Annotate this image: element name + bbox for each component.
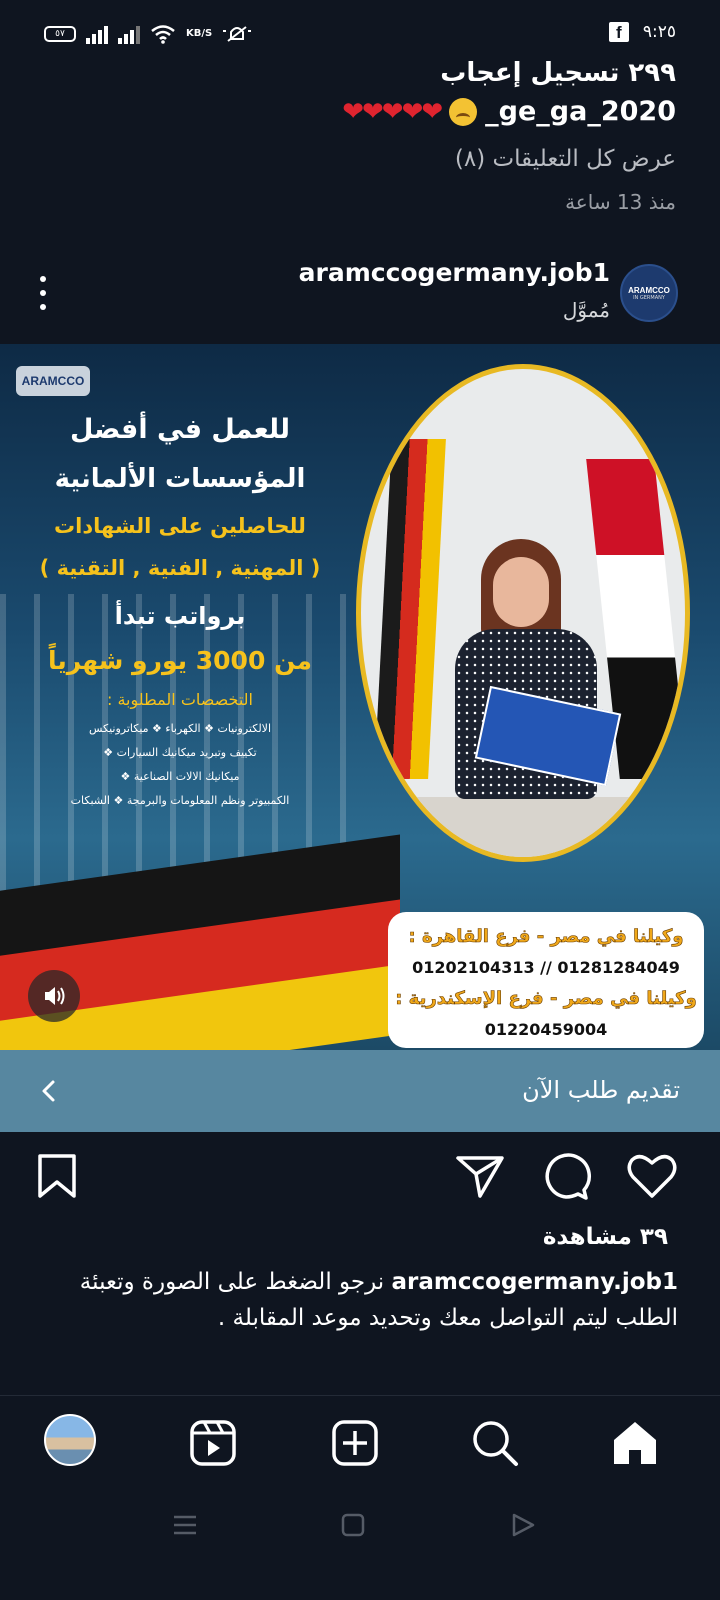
presenter-video-frame [356, 364, 690, 862]
comment-row[interactable] [342, 96, 676, 127]
net-speed: KB/S [186, 28, 213, 39]
post-time: منذ 13 ساعة [565, 190, 676, 214]
signal-2-icon [118, 24, 140, 44]
status-bar [0, 0, 720, 60]
ad-image[interactable] [0, 344, 720, 1050]
facebook-icon: f [609, 22, 629, 42]
ad-headline-5: برواتب تبدأ [114, 602, 246, 630]
ad-spec-line: الالكترونيات ❖ الكهرباء ❖ ميكاترونيكس [88, 722, 272, 735]
ad-headline-2: المؤسسات الألمانية [54, 464, 306, 494]
like-heart-icon[interactable] [626, 1150, 678, 1202]
post-username[interactable]: aramccogermany.job1 [298, 258, 610, 287]
create-post-icon[interactable] [330, 1418, 380, 1468]
chevron-left-icon [36, 1078, 62, 1104]
contact-cairo-label: وكيلنا في مصر - فرع القاهرة : [408, 926, 684, 947]
ad-spec-line: الكمبيوتر ونظم المعلومات والبرمجة ❖ الشبكات [70, 794, 290, 807]
german-flag [374, 439, 446, 779]
ad-headline-6: من 3000 يورو شهرياً [47, 646, 313, 675]
more-options-icon[interactable] [36, 276, 50, 310]
apply-now-label: تقديم طلب الآن [522, 1076, 680, 1104]
contact-alex-phones: 01220459004 [484, 1020, 608, 1039]
hearts-emoji: ❤❤❤❤❤ [342, 96, 442, 127]
home-button-icon[interactable] [340, 1512, 366, 1538]
post-author-avatar[interactable] [620, 264, 678, 322]
ad-headline-1: للعمل في أفضل [69, 414, 291, 445]
view-all-comments-link[interactable]: عرض كل التعليقات (٨) [454, 146, 676, 172]
bottom-navigation [0, 1395, 720, 1491]
apply-now-bar[interactable] [0, 1050, 720, 1132]
search-icon[interactable] [470, 1418, 520, 1468]
share-icon[interactable] [454, 1150, 506, 1202]
status-icons-left [44, 22, 252, 46]
mute-icon [222, 23, 252, 45]
sound-toggle-button[interactable] [28, 970, 80, 1022]
ad-spec-line: تكييف وتبريد ميكانيك السيارات ❖ [103, 746, 257, 759]
avatar-logo-text: ARAMCCO [628, 285, 670, 295]
ad-headline-3: للحاصلين على الشهادات [54, 514, 306, 538]
ad-headline-4: ( المهنية , الفنية , التقنية ) [39, 556, 321, 580]
caption-text: نرجو الضغط على الصورة وتعبئة الطلب ليتم التواصل معك وتحديد موعد المقابلة . [79, 1269, 678, 1331]
contact-alex-label: وكيلنا في مصر - فرع الإسكندرية : [395, 988, 697, 1009]
battery-icon: ٥٧ [44, 26, 76, 42]
ad-spec-line: ميكانيك الالات الصناعية ❖ [120, 770, 240, 783]
back-button-icon[interactable] [510, 1512, 536, 1538]
bookmark-icon[interactable] [32, 1150, 84, 1202]
caption-username[interactable]: aramccogermany.job1 [391, 1269, 678, 1295]
desk [361, 797, 685, 857]
profile-avatar[interactable] [44, 1414, 96, 1466]
contact-cairo-phones: 01202104313 // 01281284049 [412, 958, 680, 977]
avatar-logo-sub: IN GERMANY [633, 294, 665, 301]
sponsored-label: مُموَّل [562, 298, 610, 322]
commenter-name: _ge_ga_2020 [485, 96, 676, 127]
recent-apps-icon[interactable] [172, 1512, 198, 1538]
contact-box [388, 912, 704, 1048]
speaker-icon [28, 970, 80, 1022]
home-icon[interactable] [610, 1418, 660, 1468]
comment-icon[interactable] [540, 1150, 592, 1202]
ad-specs-title: التخصصات المطلوبة : [106, 690, 253, 709]
signal-icon [86, 24, 108, 44]
post-caption [38, 1264, 678, 1336]
wifi-icon [150, 24, 176, 44]
ad-logo: ARAMCCO [16, 366, 90, 396]
crying-face-icon [449, 98, 477, 126]
status-icons-right [609, 22, 676, 42]
likes-count[interactable]: ٢٩٩ تسجيل إعجاب [440, 58, 676, 88]
clock: ٩:٢٥ [642, 22, 676, 42]
reels-icon[interactable] [188, 1418, 238, 1468]
views-count[interactable]: ٣٩ مشاهدة [542, 1224, 668, 1250]
system-navigation-bar [0, 1490, 720, 1600]
